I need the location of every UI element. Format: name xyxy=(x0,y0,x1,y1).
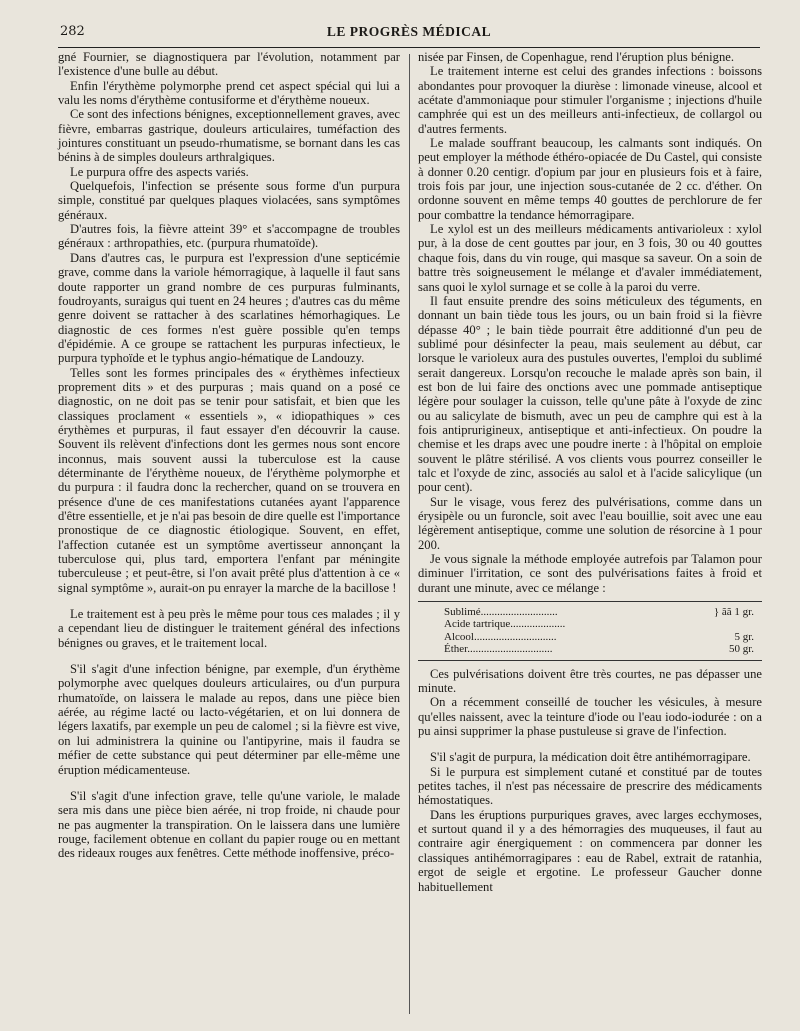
formula-quantity: } ãã 1 gr. xyxy=(713,606,754,619)
paragraph: Dans les éruptions purpuriques graves, avec larges ecchymoses, et surtout quand il y a des hémorragies des muqueuses, il faut au contraire agir énergiquement : on commencera par donner les classiques antihémorragipares : eau de Rabel, extrait de ratanhia, ergot de seigle et ergotine. Le professeur Gaucher donne habituellement xyxy=(418,807,762,894)
journal-title: LE PROGRÈS MÉDICAL xyxy=(326,24,492,39)
section-gap xyxy=(58,650,400,662)
paragraph: S'il s'agit de purpura, la médication doit être antihémorragipare. xyxy=(430,750,751,765)
paragraph: Ces pulvérisations doivent être très courtes, ne pas dépasser une minute. xyxy=(418,666,762,696)
formula-ingredient: Sublimé............................ xyxy=(444,606,558,619)
formula-quantity xyxy=(664,618,754,630)
paragraph: Je vous signale la méthode employée autrefois par Talamon pour diminuer l'irritation, ce sont des pulvérisations faites à froid et durant une minute, avec ce mélange : xyxy=(418,552,762,595)
column-divider xyxy=(409,54,410,1014)
paragraph: Dans d'autres cas, le purpura est l'expression d'une septicémie grave, comme dans la variole hémorragique, à laquelle il faut sans doute rapporter un grand nombre de ces purpuras fulminants, foudroyants, suraigus qui tuent en 24 heures ; d'autres cas du même genre doivent se rattacher à des scarlatines hémorhagiques. Le diagnostic de ces formes n'est guère possible qu'en temps d'épidémie. A ce groupe se rattachent les purpuras infectieux, le purpura typhoïde et le typhus angio-hématique de Landouzy. xyxy=(58,250,400,366)
page-header xyxy=(58,20,760,48)
right-column xyxy=(418,50,762,894)
paragraph: Le traitement est à peu près le même pour tous ces malades ; il y a cependant lieu de distinguer le traitement général des infections bénignes ou graves, et le traitement local. xyxy=(58,607,400,650)
paragraph: Ce sont des infections bénignes, exceptionnellement graves, avec fièvre, embarras gastrique, douleurs articulaires, tuméfaction des jointures constituant un pseudo-rhumatisme, se bornant dans les cas bénins à de simples douleurs arthralgiques. xyxy=(58,107,400,165)
paragraph: nisée par Finsen, de Copenhague, rend l'éruption plus bénigne. xyxy=(418,50,734,64)
prescription-formula xyxy=(418,601,762,661)
section-gap xyxy=(58,777,400,789)
formula-ingredient: Acide tartrique.................... xyxy=(444,618,566,631)
paragraph: On a récemment conseillé de toucher les vésicules, à mesure qu'elles naissent, avec la teinture d'iode ou l'eau iodo-iodurée : on a pu ainsi supprimer la phase pustuleuse si grave de l'infection. xyxy=(418,695,762,739)
header-rule xyxy=(58,47,760,48)
paragraph: Enfin l'érythème polymorphe prend cet aspect spécial qui lui a valu les noms d'érythème contusiforme et d'érythème noueux. xyxy=(58,78,400,108)
paragraph: Quelquefois, l'infection se présente sous forme d'un purpura simple, constitué par quelques plaques violacées, sans symptômes généraux. xyxy=(58,179,400,222)
paragraph: Le traitement interne est celui des grandes infections : boissons abondantes pour provoquer la diurèse : limonade vineuse, alcool et acétate d'ammoniaque pour stimuler l'organisme ; injections d'huile camphrée qui est un des meilleurs anti-infectieux, de collargol ou d'autres ferments. xyxy=(418,64,762,136)
page-number: 282 xyxy=(60,24,85,39)
formula-quantity: 5 gr. xyxy=(734,630,754,643)
paragraph: Si le purpura est simplement cutané et constitué par de toutes petites taches, il n'est pas nécessaire de prescrire des médicaments hémostatiques. xyxy=(418,764,762,808)
paragraph: S'il s'agit d'une infection grave, telle qu'une variole, le malade sera mis dans une pièce bien aérée, ni trop froide, ni chaude pour ne pas augmenter la transpiration. On le laissera dans une lumière rouge, facilement obtenue en collant du papier rouge ou en mettant des rideaux rouges aux fenêtres. Cette méthode inoffensive, préco- xyxy=(58,788,400,861)
formula-ingredient: Éther............................... xyxy=(444,643,553,656)
paragraph: Sur le visage, vous ferez des pulvérisations, comme dans un érysipèle ou un furoncle, soit avec l'eau bouillie, soit avec une eau légèrement antiseptique, comme une solution de résorcine à 1 pour 200. xyxy=(418,494,762,552)
paragraph: Le xylol est un des meilleurs médicaments antivarioleux : xylol pur, à la dose de cent gouttes par jour, en 3 fois, 30 ou 40 gouttes chaque fois, dans du vin rouge, qui masque sa saveur. On a soin de battre très soigneusement le mélange et d'avaler immédiatement, sans quoi le xylol surnage et se colle à la paroi du verre. xyxy=(418,222,762,294)
formula-ingredient: Alcool.............................. xyxy=(444,630,557,643)
section-gap xyxy=(58,595,400,607)
paragraph: gné Fournier, se diagnostiquera par l'évolution, notamment par l'existence d'une bulle au début. xyxy=(58,50,400,79)
left-column xyxy=(58,50,400,861)
paragraph: Le purpura offre des aspects variés. xyxy=(70,164,249,179)
formula-quantity: 50 gr. xyxy=(728,643,754,656)
paragraph: S'il s'agit d'une infection bénigne, par exemple, d'un érythème polymorphe avec quelques douleurs articulaires, ou d'un purpura rhumatoïde, on laissera le malade au repos, dans une pièce bien aérée, au régime lacté ou lacto-végétarien, et on lui donnera de légers laxatifs, par exemple un peu de calomel ; si la fièvre est vive, on lui administrera la quinine ou l'antipyrine, mais il faudra se méfier de cette substance qui peut déterminer par elle-même une éruption médicamenteuse. xyxy=(58,662,400,777)
paragraph: Il faut ensuite prendre des soins méticuleux des téguments, en donnant un bain tiède tous les jours, ou un bain froid si la fièvre dépasse 40° ; le bain tiède pourrait être additionné d'un peu de sublimé pour désinfecter la peau, mais seulement au début, car lorsque le varioleux aura des pustules ouvertes, l'emploi du sublimé serait dangereux. Lorsqu'on recouche le malade après son bain, il est bon de lui faire des onctions avec une pommade antiseptique légère pour soulager la cuisson, telle qu'une pâte à l'oxyde de zinc ou au salicylate de bismuth, avec un peu de camphre qui est à la fois antiprurigineux, antiseptique et anti-infectieux. On poudre la chemise et les draps avec une poudre inerte : à l'hôpital on emploie souvent le plâtre stérilisé. A vos clients vous pourrez conseiller le talc et l'oxyde de zinc, associés au salol et à l'acide salicylique (un pour cent). xyxy=(418,293,762,495)
section-gap xyxy=(418,738,762,750)
paragraph: D'autres fois, la fièvre atteint 39° et s'accompagne de troubles généraux : arthropathies, etc. (purpura rhumatoïde). xyxy=(58,222,400,251)
paragraph: Le malade souffrant beaucoup, les calmants sont indiqués. On peut employer la méthode éthéro-opiacée de Du Castel, qui consiste à donner 0.20 centigr. d'opium par jour en plusieurs fois et à faire, trois fois par jour, une injection sous-cutanée de 2 cc. d'éther. On ordonne souvent en même temps 40 gouttes de perchlorure de fer pour combattre la tendance hémorragipare. xyxy=(418,136,762,222)
paragraph: Telles sont les formes principales des « érythèmes infectieux proprement dits » et des purpuras ; mais quand on a posé ce diagnostic, on ne doit pas se tenir pour satisfait, et bien que les classiques proclament « essentiels », « idiopathiques » ces érythèmes et purpuras, il faut essayer d'en découvrir la cause. Souvent ils relèvent d'infections dont les germes nous sont encore inconnus, mais souvent aussi la tuberculose est la cause déterminante de l'érythème noueux, de l'érythème polymorphe et du purpura : il faudra donc la rechercher, quand on se trouvera en présence d'une de ces manifestations cutanées ayant l'apparence d'être essentielle, et je n'ai pas besoin de dire quelle est l'importance pronostique de ce diagnostic étiologique. Souvent, en effet, l'affection cutanée est un symptôme avertisseur annonçant la tuberculose qui, plus tard, emportera l'enfant par méningite tuberculeuse ; et peut-être, si l'on avait prêté plus d'attention à ce « signal symptôme », aurait-on pu enrayer la marche de la bacillose ! xyxy=(58,365,400,595)
